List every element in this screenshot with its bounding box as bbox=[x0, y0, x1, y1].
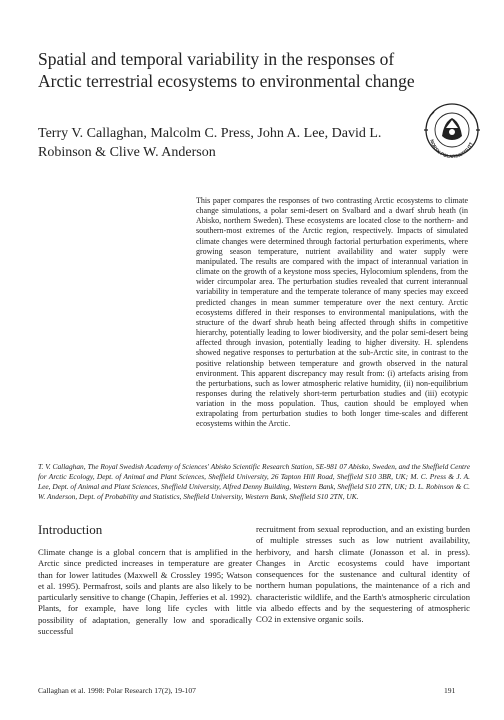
logo-text: NORSK POLARINSTITUTT bbox=[429, 138, 474, 160]
polar-institute-seal-icon bbox=[422, 100, 482, 164]
author-affiliations: T. V. Callaghan, The Royal Swedish Academy of Sciences' Abisko Scientific Research Station, SE-981 07 Abisko, Sweden, and the Sheffield Centre for Arctic Ecology, Dept. of Animal and Plant Sciences, Sheffield University, 26 Tapton Hill Road, Sheffield S10 3BR, UK; M. C. Press & J. A. Lee, Dept. of Animal and Plant Sciences, Sheffield University, Alfred Denny Building, Western Bank, Sheffield S10 2TN, UK; D. L. Robinson & C. W. Anderson, Dept. of Probability and Statistics, Sheffield University, Western Bank, Sheffield S10 2TN, UK. bbox=[38, 462, 470, 501]
page-number: 191 bbox=[444, 686, 456, 695]
abstract: This paper compares the responses of two contrasting Arctic ecosystems to climate change simulations, a polar semi-desert on Svalbard and a dwarf shrub heath (in Abisko, northern Sweden). These ecosystems are located close to the northern- and southern-most extremes of the Arctic region, respectively. Impacts of simulated climate changes were determined through factorial perturbation experiments, where growing season temperature, nutrient availability and water supply were manipulated. The results are compared with the impact of interannual variation in climate on the growth of a keystone moss species, Hylocomium splendens, from the wider circumpolar area. The perturbation studies revealed that current interannual variability in temperature and the temperate tolerance of many species may exceed predicted changes in mean summer temperature over the next century. Arctic ecosystems differed in their responses to environmental manipulations, with the structure of the dwarf shrub heath being affected through shifts in competitive hierarchy, potentially leading to lower biodiversity, and the polar semi-desert being affected through invasion, potentially leading to higher diversity. H. splendens showed negative responses to perturbation at the sub-Arctic site, in contrast to the positive relationship between temperature and growth observed in the natural environment. This apparent discrepancy may result from: (i) artefacts arising from the perturbations, such as lower atmospheric relative humidity, (ii) non-equilibrium responses during the relatively short-term perturbation studies and (iii) ecotypic variation in the moss population. Thus, caution should be employed when extrapolating from perturbation studies to both longer time-scales and different ecosystems within the Arctic. bbox=[196, 196, 468, 429]
svg-text:NORSK POLARINSTITUTT bbox=[429, 139, 474, 159]
citation-footer: Callaghan et al. 1998: Polar Research 17(2), 19-107 bbox=[38, 686, 196, 695]
introduction-column-right: recruitment from sexual reproduction, and an existing burden of multiple stresses such as low nutrient availability, herbivory, and harsh climate (Jonasson et al. in press). Changes in Arctic ecosystems could have important consequences for the sustenance and cultural identity of northern human populations, the maintenance of a rich and characteristic wildlife, and the Earth's atmospheric circulation via albedo effects and by the sequestering of atmospheric CO2 in extensive organic soils. bbox=[256, 524, 470, 624]
introduction-column-left: Climate change is a global concern that is amplified in the Arctic since predicted increases in temperature are greater than for lower latitudes (Maxwell & Crossley 1995; Watson et al. 1995). Permafrost, soils and plants are also likely to be particularly sensitive to change (Chapin, Jefferies et al. 1992). Plants, for example, have long life cycles with little possibility of adaptation, generally low and sporadically successful bbox=[38, 547, 252, 636]
paper-title: Spatial and temporal variability in the responses of Arctic terrestrial ecosystems to environmental change bbox=[38, 49, 415, 91]
author-list: Terry V. Callaghan, Malcolm C. Press, John A. Lee, David L. Robinson & Clive W. Anderson bbox=[38, 126, 382, 160]
polar-institute-logo bbox=[422, 100, 482, 164]
section-heading-introduction: Introduction bbox=[38, 522, 103, 537]
